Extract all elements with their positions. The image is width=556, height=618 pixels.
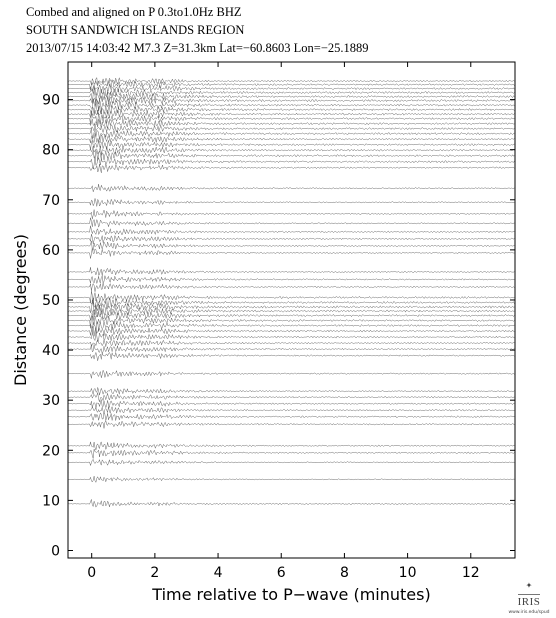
- seismogram-trace: [68, 184, 514, 192]
- seismogram-trace: [68, 331, 514, 342]
- y-tick-label: 10: [42, 493, 60, 510]
- seismogram-trace: [68, 352, 514, 360]
- seismogram-trace: [68, 413, 514, 421]
- seismogram-trace: [68, 459, 514, 465]
- seismogram-trace: [68, 84, 514, 93]
- seismogram-trace: [68, 248, 514, 259]
- seismogram-trace: [68, 88, 514, 97]
- seismogram-trace: [68, 387, 514, 395]
- figure-header-line-2: SOUTH SANDWICH ISLANDS REGION: [26, 23, 245, 37]
- seismogram-trace: [68, 449, 514, 459]
- seismogram-trace: [68, 298, 514, 308]
- seismogram-trace: [68, 476, 514, 482]
- seismogram-trace: [68, 210, 514, 220]
- seismogram-trace: [68, 226, 514, 235]
- seismogram-trace: [68, 393, 514, 402]
- seismogram-trace: [68, 241, 514, 250]
- iris-logo: [508, 582, 550, 615]
- seismogram-trace: [68, 146, 514, 155]
- x-tick-label: 6: [276, 565, 286, 581]
- seismogram-trace: [68, 276, 514, 284]
- seismogram-trace: [68, 344, 514, 353]
- y-tick-label: 0: [51, 543, 60, 560]
- trace-layer: [68, 78, 514, 508]
- seismogram-trace: [68, 400, 514, 410]
- seismogram-trace: [68, 370, 514, 378]
- y-tick-label: 30: [42, 393, 60, 410]
- logo-star-icon: ✦: [525, 581, 533, 590]
- figure-header-line-1: Combed and aligned on P 0.3to1.0Hz BHZ: [26, 5, 242, 19]
- seismogram-trace: [68, 316, 514, 328]
- y-tick-label: 80: [42, 142, 60, 159]
- y-axis-label: Distance (degrees): [11, 234, 30, 386]
- seismogram-trace: [68, 421, 514, 429]
- y-tick-label: 60: [42, 242, 60, 259]
- figure-header-line-3: 2013/07/15 14:03:42 M7.3 Z=31.3km Lat=−60.8603 Lon=−25.1889: [26, 41, 369, 55]
- seismogram-trace: [68, 407, 514, 414]
- y-tick-label: 40: [42, 343, 60, 360]
- seismogram-trace: [68, 340, 514, 347]
- seismogram-trace: [68, 140, 514, 150]
- seismogram-trace: [68, 326, 514, 336]
- y-tick-label: 70: [42, 192, 60, 209]
- y-tick-label: 20: [42, 443, 60, 460]
- seismogram-trace: [68, 164, 514, 173]
- seismogram-trace: [68, 110, 514, 119]
- seismogram-trace: [68, 283, 514, 292]
- x-tick-label: 2: [150, 565, 160, 581]
- seismogram-trace: [68, 300, 514, 313]
- seismogram-trace: [68, 442, 514, 450]
- seismogram-trace: [68, 128, 514, 140]
- x-tick-label: 10: [398, 565, 417, 581]
- seismogram-trace: [68, 119, 514, 128]
- x-tick-label: 8: [339, 565, 349, 581]
- seismogram-trace: [68, 198, 514, 206]
- logo-name: IRIS: [517, 596, 541, 608]
- logo-url: www.iris.edu/spud: [508, 610, 550, 615]
- seismogram-trace: [68, 267, 514, 276]
- seismogram-trace: [68, 499, 514, 507]
- y-tick-label: 50: [42, 292, 60, 309]
- x-axis-label: Time relative to P−wave (minutes): [152, 585, 431, 604]
- x-tick-label: 0: [87, 565, 97, 581]
- x-tick-label: 12: [461, 565, 480, 581]
- seismogram-trace: [68, 124, 514, 133]
- seismogram-trace: [68, 234, 514, 244]
- x-tick-label: 4: [213, 565, 223, 581]
- seismogram-trace: [68, 218, 514, 227]
- y-tick-label: 90: [42, 92, 60, 109]
